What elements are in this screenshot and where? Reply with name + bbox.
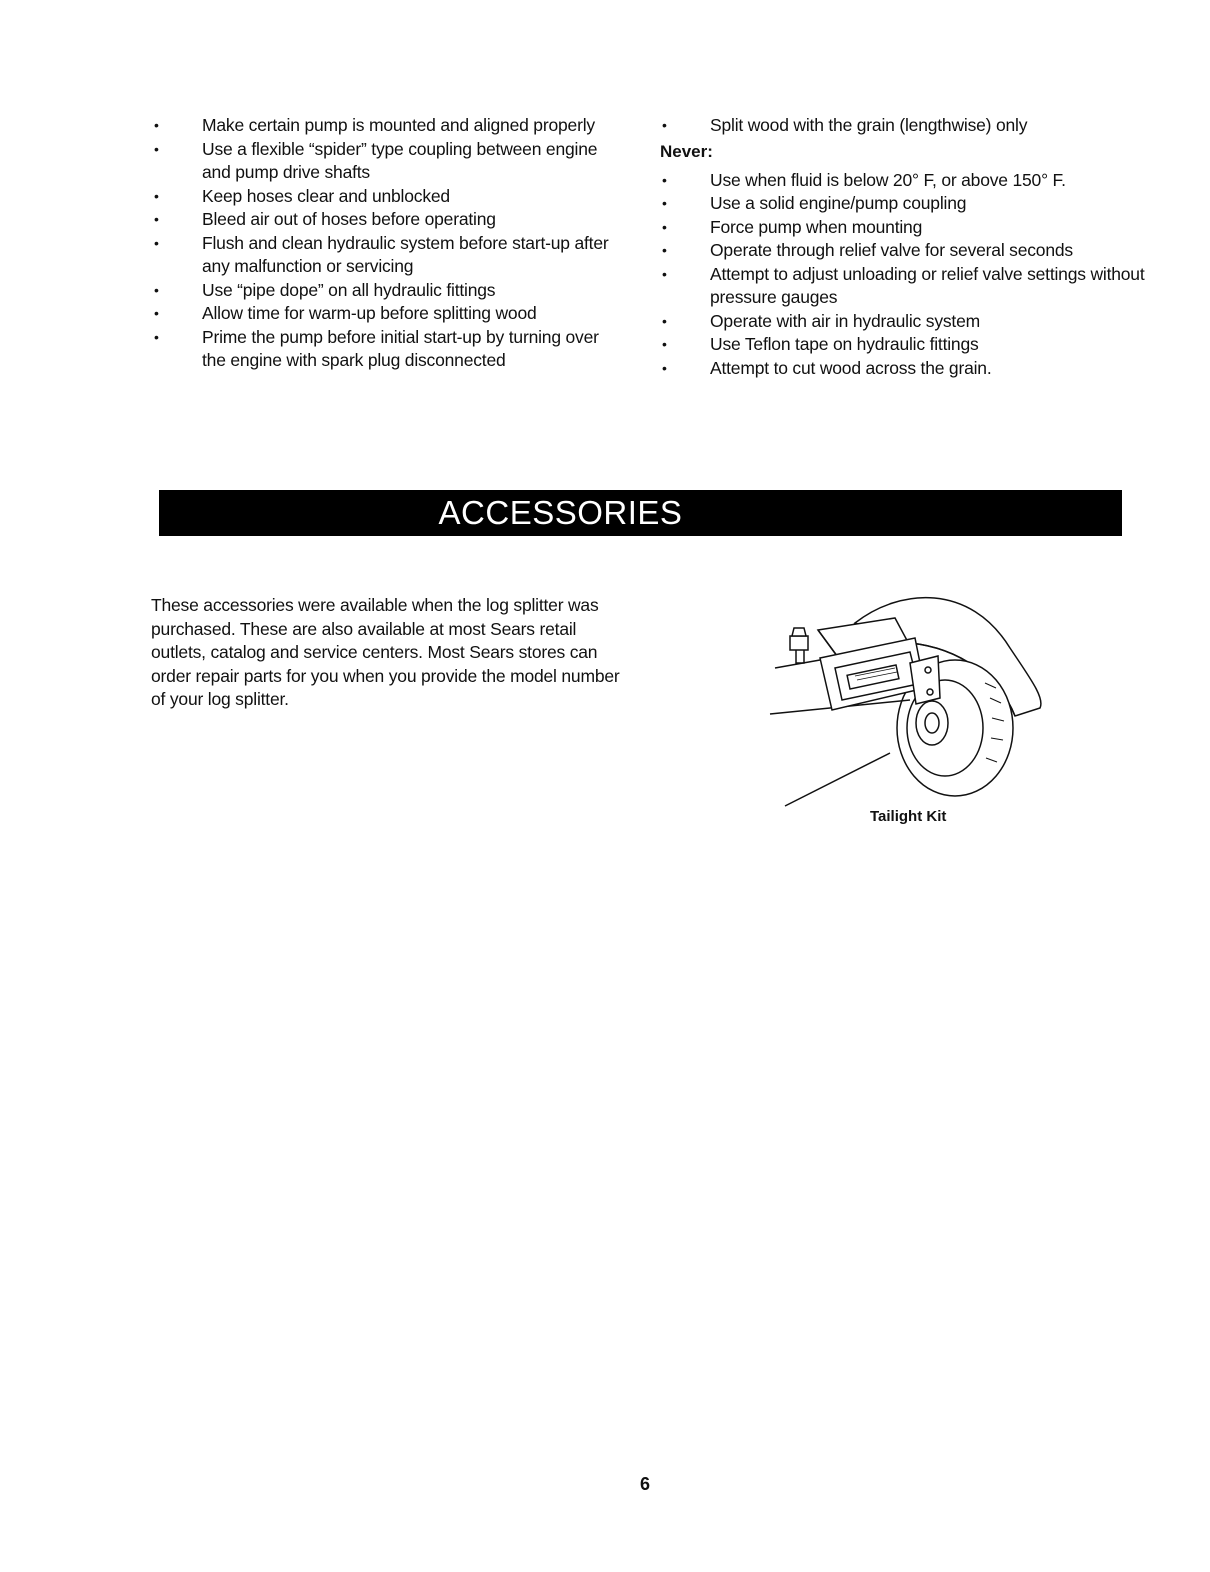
list-item: • Prime the pump before initial start-up by turning over the engine with spark plug disconnected — [152, 326, 622, 373]
list-item: • Use when fluid is below 20° F, or above 150° F. — [660, 169, 1160, 193]
list-item: • Use Teflon tape on hydraulic fittings — [660, 333, 1160, 357]
never-heading: Never: — [660, 141, 713, 161]
list-item: • Use “pipe dope” on all hydraulic fittings — [152, 279, 622, 303]
list-item: • Bleed air out of hoses before operating — [152, 208, 622, 232]
intro-paragraph: These accessories were available when the log splitter was purchased. These are also available at most Sears retail outlets, catalog and service centers. Most Sears stores can order repair parts for you when you provide the model number of your log splitter. — [151, 595, 620, 709]
figure-caption: Tailight Kit — [870, 808, 947, 825]
section-title: ACCESSORIES — [438, 494, 683, 531]
list-item: • Force pump when mounting — [660, 216, 1160, 240]
do-list — [152, 114, 622, 373]
do-list-continued — [660, 114, 1160, 138]
list-item: • Allow time for warm-up before splitting wood — [152, 302, 622, 326]
never-list — [660, 169, 1160, 381]
list-item: • Use a flexible “spider” type coupling between engine and pump drive shafts — [152, 138, 622, 185]
left-column — [152, 114, 622, 373]
list-item: • Make certain pump is mounted and aligned properly — [152, 114, 622, 138]
list-item: • Attempt to cut wood across the grain. — [660, 357, 1160, 381]
list-item: • Keep hoses clear and unblocked — [152, 185, 622, 209]
right-column — [660, 114, 1160, 380]
tailight-kit-figure — [760, 588, 1060, 838]
list-item: • Operate with air in hydraulic system — [660, 310, 1160, 334]
page-number: 6 — [639, 1474, 650, 1494]
list-item: • Split wood with the grain (lengthwise) only — [660, 114, 1160, 138]
list-item: • Flush and clean hydraulic system before start-up after any malfunction or servicing — [152, 232, 622, 279]
section-banner — [159, 490, 1122, 536]
tailight-kit-illustration — [760, 588, 1060, 818]
list-item: • Use a solid engine/pump coupling — [660, 192, 1160, 216]
list-item: • Operate through relief valve for several seconds — [660, 239, 1160, 263]
list-item: • Attempt to adjust unloading or relief valve settings without pressure gauges — [660, 263, 1160, 310]
